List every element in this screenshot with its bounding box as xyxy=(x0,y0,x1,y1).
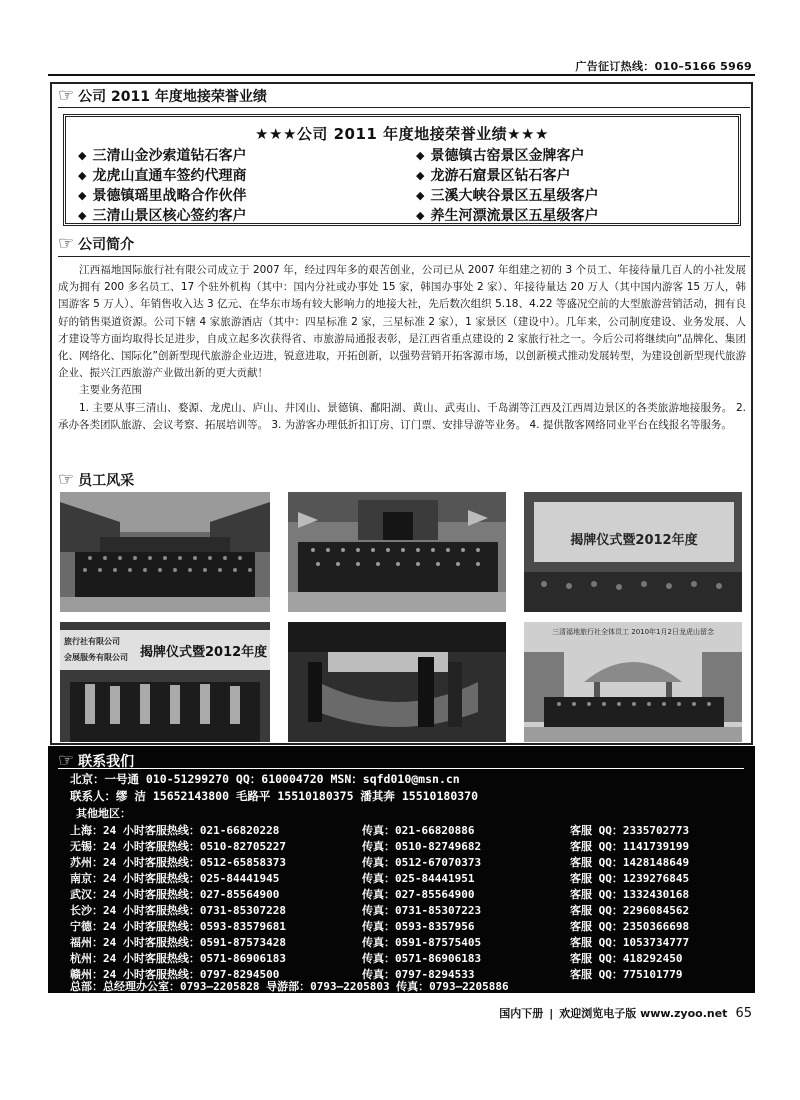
diamond-bullet-icon: ◆ xyxy=(416,169,425,182)
diamond-bullet-icon: ◆ xyxy=(78,169,87,182)
pointing-hand-icon: ☞ xyxy=(58,233,75,254)
honor-box-title: ★★★公司 2011 年度地接荣誉业绩★★★ xyxy=(255,125,549,143)
honor-section-heading xyxy=(58,86,267,106)
scope-title: 主要业务范围 xyxy=(79,384,142,397)
diamond-bullet-icon: ◆ xyxy=(416,149,425,162)
diamond-bullet-icon: ◆ xyxy=(78,149,87,162)
contact-panel: ☞ 联系我们 北京：一号通 010-51299270 QQ：610004720 MSN：sqfd010@msn.cn 联系人：缪 洁 15652143800 毛路平 15510180375 潘其奔 15510180370 其他地区： 上海：24 小时客服热线：021-66820228 传真：021-66820886 客服 QQ：2335702773 无锡：24 小时客服热线：0510-82705227 传真：0510-82749682 客服 QQ：1141739199 苏州：24 小时客服热线：0512-65858373 传真：0512-67070373 客服 QQ：1428148649 南京：24 小时客服热线：025-84441945 传真：025-84441951 客服 QQ：1239276845 武汉：24 小时客服热线：027-85564900 传真：027-85564900 客服 QQ：1332430168 长沙：24 小时客服热线：0731-85307228 传真：0731-85307223 客服 QQ：2296084562 宁德：24 小时客服热线：0593-83579681 传真：0593-8357956 客服 QQ：2350366698 福州：24 小时客服热线：0591-87573428 传真：0591-87575405 客服 QQ：1053734777 杭州：24 小时客服热线：0571-86906183 传真：0571-86906183 客服 QQ：418292450 赣州：24 小时客服热线：0797-8294500 传真：0797-8294533 客服 QQ：775101779 总部：总经理办公室：0793—2205828 导游部：0793—2205803 传真：0793—2205886 xyxy=(48,746,755,993)
unveiling-ceremony-photo xyxy=(288,622,506,742)
other-regions-label: 其他地区： xyxy=(76,807,131,820)
intro-paragraph: 江西福地国际旅行社有限公司成立于 2007 年，经过四年多的艰苦创业，公司已从 2007 年组建之初的 3 个员工、年接待量几百人的小社发展成为拥有 200 多名员工、17 个驻外机构（其中：国内分社或办事处 15 家，韩国办事处 2 家）、年接待量达 20 万人（其中国内游客 15 万人，韩国游客 5 万人）、年销售收入达 3 亿元、在华东市场有较大影响力的地接大社，先后数次组织 5.18、4.22 等盛况空前的大型旅游营销活动，拥有良好的销售渠道资源。公司下辖 4 家旅游酒店（其中：四星标准 2 家，三星标准 2 家），1 家景区（建设中）。几年来，公司制度建设、业务发展、人才建设等方面均取得长足进步，自成立起多次获得省、市旅游局通报表彰，是江西省重点建设的 2 家旅行社之一。今后公司将继续向“品牌化、集团化、网络化、国际化”创新型现代旅游企业迈进，锐意进取，开拓创新，以强势营销开拓客源市场，以创新模式推动发展转型，为建设创新型现代旅游企业、振兴江西旅游产业做出新的更大贡献！ xyxy=(58,264,746,380)
company-intro xyxy=(58,262,746,434)
honor-item: ◆ 景德镇瑶里战略合作伙伴 xyxy=(78,188,247,204)
group-photo-gate-flags xyxy=(288,492,506,612)
contact-persons: 联系人：缪 洁 15652143800 毛路平 15510180375 潘其奔 15510180370 xyxy=(70,789,479,803)
intro-section-heading xyxy=(58,234,134,254)
honor-item: ◆ 龙虎山直通车签约代理商 xyxy=(78,168,247,184)
contact-section-title: 联系我们 xyxy=(78,753,135,770)
diamond-bullet-icon: ◆ xyxy=(78,189,87,202)
staff-section-title: 员工风采 xyxy=(78,473,135,489)
diamond-bullet-icon: ◆ xyxy=(416,209,425,222)
staff-section-heading xyxy=(58,470,134,490)
honor-item: ◆ 龙游石窟景区钻石客户 xyxy=(416,168,571,184)
honor-item: ◆ 三清山景区核心签约客户 xyxy=(78,208,247,224)
page-number: 65 xyxy=(735,1006,752,1021)
headquarters-contact: 总部：总经理办公室：0793—2205828 导游部：0793—2205803 传真：0793—2205886 xyxy=(70,980,509,993)
ad-hotline: 广告征订热线：010–5166 5969 xyxy=(575,60,752,73)
intro-section-title: 公司简介 xyxy=(78,237,135,253)
banner-main-text: 揭牌仪式暨2012年度 xyxy=(140,645,268,660)
diamond-bullet-icon: ◆ xyxy=(416,189,425,202)
banner-line-2: 会展服务有限公司 xyxy=(64,653,128,662)
longhushan-group-photo xyxy=(524,622,742,742)
honor-item: ◆ 养生河漂流景区五星级客户 xyxy=(416,208,599,224)
pointing-hand-icon: ☞ xyxy=(58,469,75,490)
intro-section-rule xyxy=(58,256,750,257)
honor-section-rule xyxy=(58,107,750,108)
honor-list xyxy=(78,146,726,226)
honor-item: ◆ 三溪大峡谷景区五星级客户 xyxy=(416,188,599,204)
ceremony-banner-photo xyxy=(60,622,270,742)
honor-item: ◆ 景德镇古窑景区金牌客户 xyxy=(416,148,585,164)
ceremony-stage-photo xyxy=(524,492,742,612)
top-rule xyxy=(48,74,755,76)
scope-text: 1. 主要从事三清山、婺源、龙虎山、庐山、井冈山、景德镇、鄱阳湖、黄山、武夷山、千岛湖等江西及江西周边景区的各类旅游地接服务。 2. 承办各类团队旅游、会议考察、拓展培训等。 3. 为游客办理低折扣订房、订门票、安排导游等业务。 4. 提供散客网络同业平台在线报名等服务。 xyxy=(58,401,746,431)
diamond-bullet-icon: ◆ xyxy=(78,209,87,222)
pointing-hand-icon: ☞ xyxy=(58,750,75,771)
group-photo-outdoor-hall xyxy=(60,492,270,612)
footer-volume: 国内下册 xyxy=(499,1007,544,1020)
pointing-hand-icon: ☞ xyxy=(58,85,75,106)
banner-line-1: 旅行社有限公司 xyxy=(64,637,120,646)
footer-separator: | xyxy=(549,1007,554,1020)
honor-box xyxy=(63,114,741,226)
beijing-contact: 北京：一号通 010-51299270 QQ：610004720 MSN：sqfd010@msn.cn xyxy=(70,772,460,786)
honor-section-title: 公司 2011 年度地接荣誉业绩 xyxy=(78,89,267,105)
photo-caption: 三清福地旅行社全体员工 2010年1月2日龙虎山留念 xyxy=(552,628,714,636)
ceremony-stage-banner: 揭牌仪式暨2012年度 xyxy=(570,533,698,548)
contact-rule xyxy=(58,768,744,769)
footer-website[interactable]: 欢迎浏览电子版 www.zyoo.net xyxy=(559,1007,728,1020)
staff-photo-grid xyxy=(58,492,746,742)
page-footer xyxy=(499,1005,752,1021)
honor-item: ◆ 三清山金沙索道钻石客户 xyxy=(78,148,247,164)
